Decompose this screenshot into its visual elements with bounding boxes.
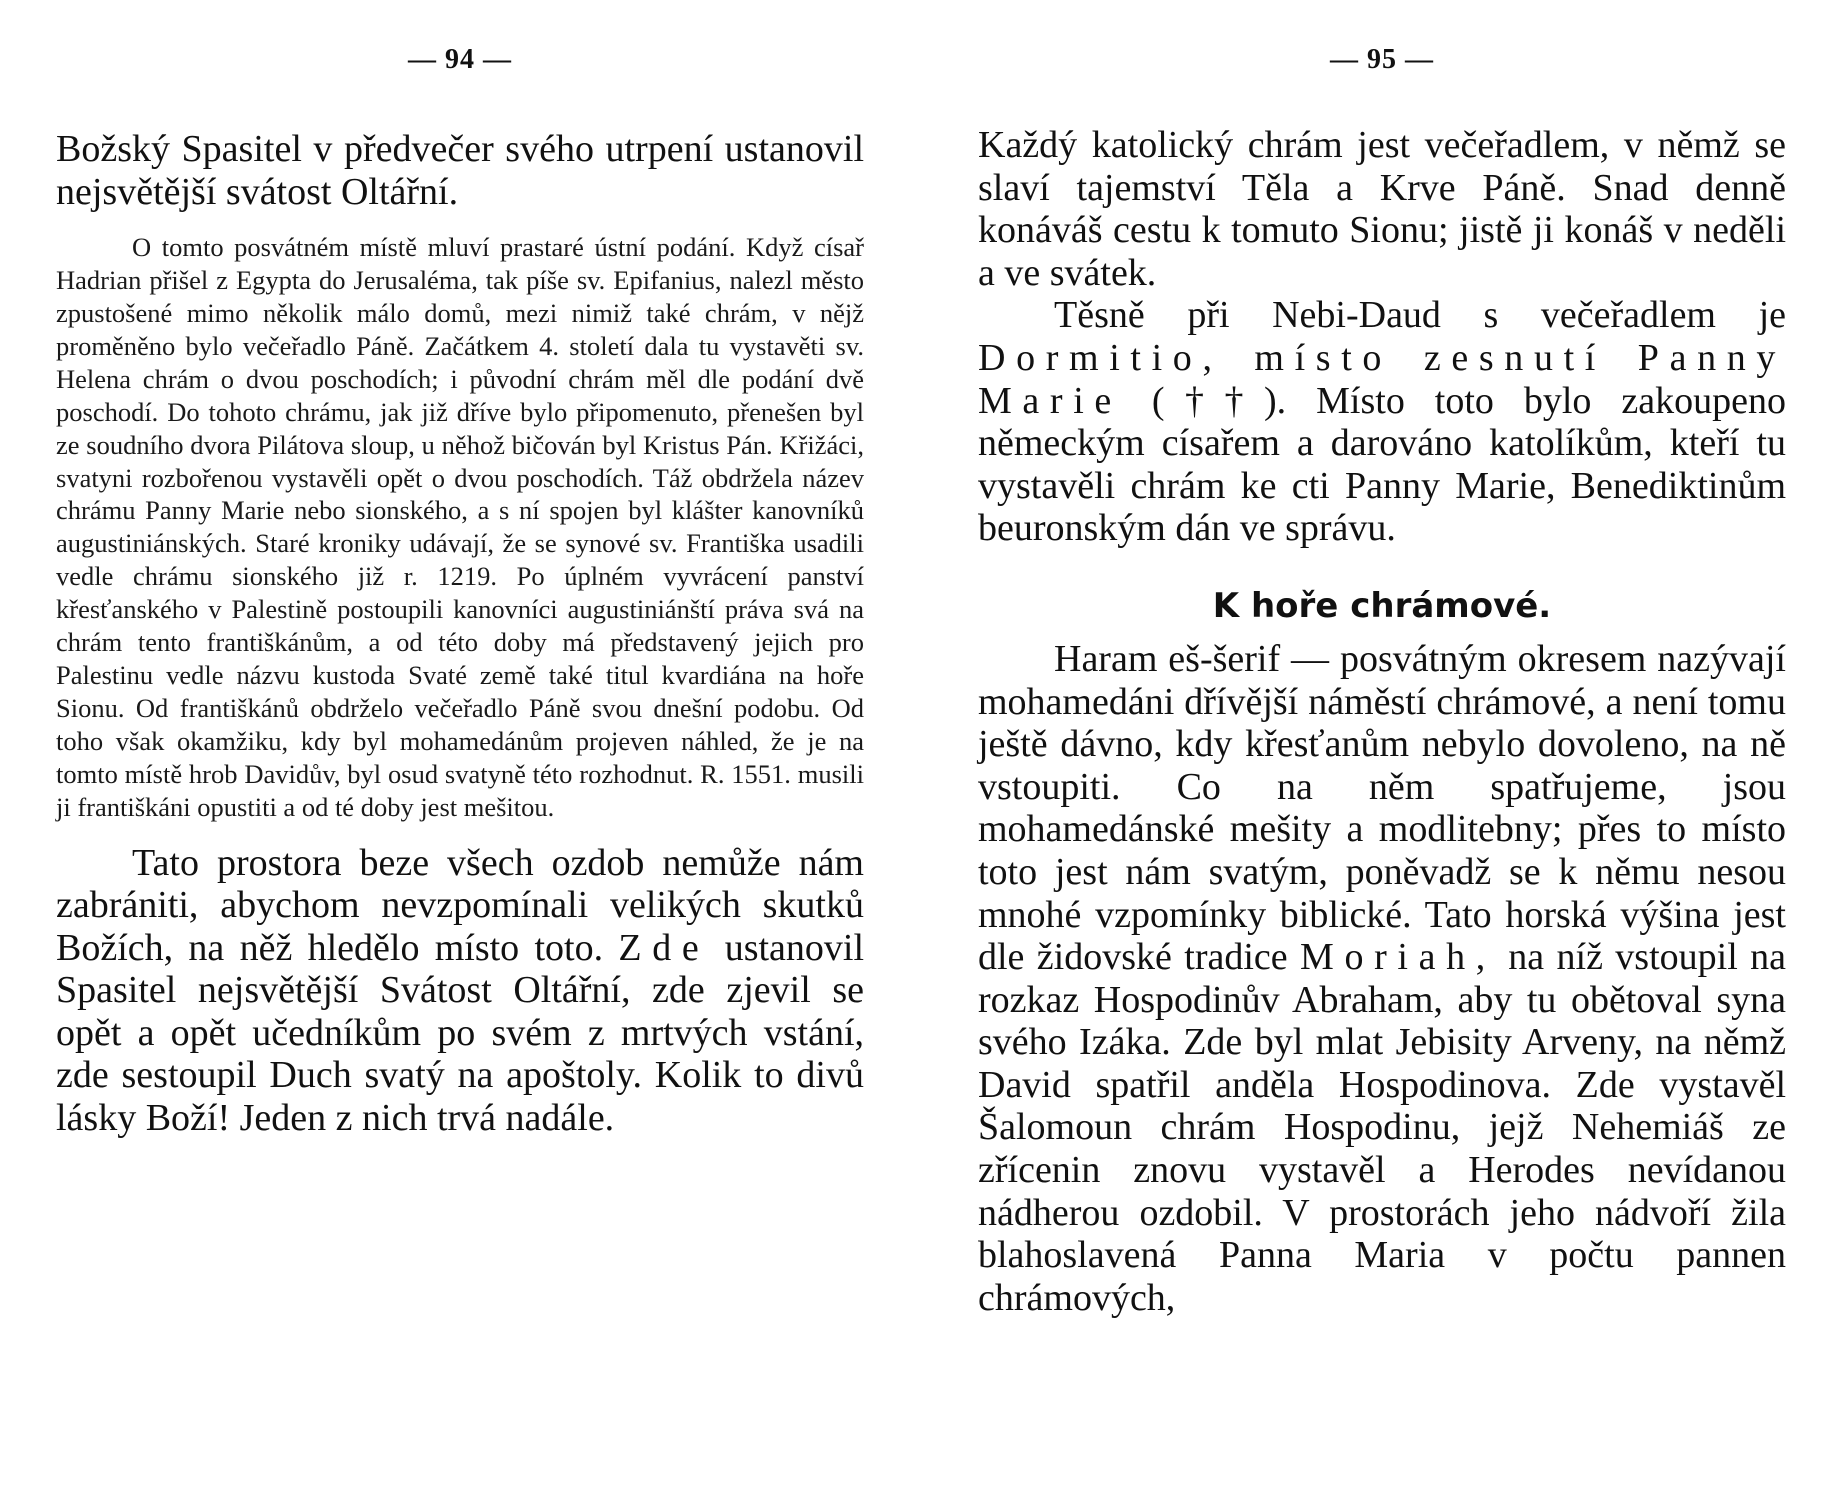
closing-paragraph <box>56 842 864 1140</box>
dormitio-paragraph <box>978 294 1786 550</box>
closing-text-after: ustanovil Spasitel nejsvětější Svátost Oltářní, zde zjevil se opět a opět učedníkům po svém z mrtvých vstání, zde sestoupil Duch svatý na apoštoly. Kolik to divů lásky Boží! Jeden z nich trvá nadále. <box>56 926 865 1140</box>
spaced-emphasis-zde: Zde <box>618 926 710 969</box>
page-number-left: — 94 — <box>408 44 512 75</box>
cenacle-paragraph: Každý katolický chrám jest večeřadlem, v němž se slaví tajemství Těla a Krve Páně. Snad denně konáváš cestu k tomuto Sionu; jistě ji konáš v neděli a ve svátek. <box>978 124 1786 294</box>
left-page-content <box>56 128 864 1140</box>
closing-text-before: Tato prostora beze všech ozdob nemůže nám zabrániti, abychom nevzpomínali velikých skutků Božích, na něž hledělo místo toto. <box>56 841 864 969</box>
intro-paragraph: Božský Spasitel v předvečer svého utrpení ustanovil nejsvětější svátost Oltářní. <box>56 128 864 213</box>
temple-text-before: Haram eš-šerif — posvátným okresem nazývají mohamedáni dřívější náměstí chrámové, a není tomu ještě dávno, kdy křesťanům nebylo dovoleno, na ně vstoupiti. Co na něm spatřujeme, jsou mohamedánské mešity a modlitebny; přes to místo toto jest nám svatým, poněvadž se k němu nesou mnohé vzpomínky biblické. Tato horská výšina jest dle židovské tradice <box>978 637 1786 979</box>
spaced-emphasis-moriah: Moriah, <box>1300 936 1496 979</box>
left-page <box>56 0 864 1500</box>
dormitio-text-before: Těsně při Nebi-Daud s večeřadlem je <box>1054 294 1786 337</box>
temple-text-after: na níž vstoupil na rozkaz Hospodinův Abraham, aby tu obětoval syna svého Izáka. Zde byl mlat Jebisity Arveny, na němž David spatřil anděla Hospodinova. Zde vystavěl Šalomoun chrám Hospodinu, jejž Nehemiáš ze zřícenin znovu vystavěl a Herodes nevídanou nádherou ozdobil. V prostorách jeho nádvoří žila blahoslavená Panna Maria v počtu pannen chrámových, <box>978 936 1787 1319</box>
small-print-note: O tomto posvátném místě mluví prastaré ústní podání. Když císař Hadrian přišel z Egypta do Jerusaléma, tak píše sv. Epifanius, nalezl město zpustošené mimo několik málo domů, mezi nimiž také chrám, v nějž proměněno bylo večeřadlo Páně. Začátkem 4. století dala tu vystavěti sv. Helena chrám o dvou poschodích; i původní chrám měl dle podání dvě poschodí. Do tohoto chrámu, jak již dříve bylo připomenuto, přenešen byl ze soudního dvora Pilátova sloup, u něhož bičován byl Kristus Pán. Křižáci, svatyni rozbořenou vystavěli opět o dvou poschodích. Táž obdržela název chrámu Panny Marie nebo sionského, a s ní spojen byl klášter kanovníků augustiniánských. Staré kroniky udávají, že se synové sv. Františka usadili vedle chrámu sionského již r. 1219. Po úplném vyvrácení panství křesťanského v Palestině postoupili kanovníci augustiniánští práva svá na chrám tento františkánům, a od této doby má představený jejich pro Palestinu vedle názvu kustoda Svaté země také titul kvardiána na hoře Sionu. Od františkánů obdrželo večeřadlo Páně svou dnešní podobu. Od toho však okamžiku, kdy byl mohamedánům projeven náhled, že je na tomto místě hrob Davidův, byl osud svatyně této rozhodnut. R. 1551. musili ji františkáni opustiti a od té doby jest mešitou. <box>56 232 864 822</box>
right-page <box>978 0 1786 1500</box>
temple-mount-paragraph <box>978 638 1786 1320</box>
right-page-content <box>978 124 1786 1319</box>
page-number-right: — 95 — <box>1330 44 1434 75</box>
section-heading: K hoře chrámové. <box>1212 585 1552 626</box>
spaced-emphasis-dormitio: Dormitio, místo zesnutí Panny Marie <box>978 336 1786 422</box>
dormitio-text-after: (††). Místo toto bylo zakoupeno německým císařem a darováno katolíkům, kteří tu vystavěli chrám ke cti Panny Marie, Benediktinům beuronským dán ve správu. <box>978 379 1787 550</box>
